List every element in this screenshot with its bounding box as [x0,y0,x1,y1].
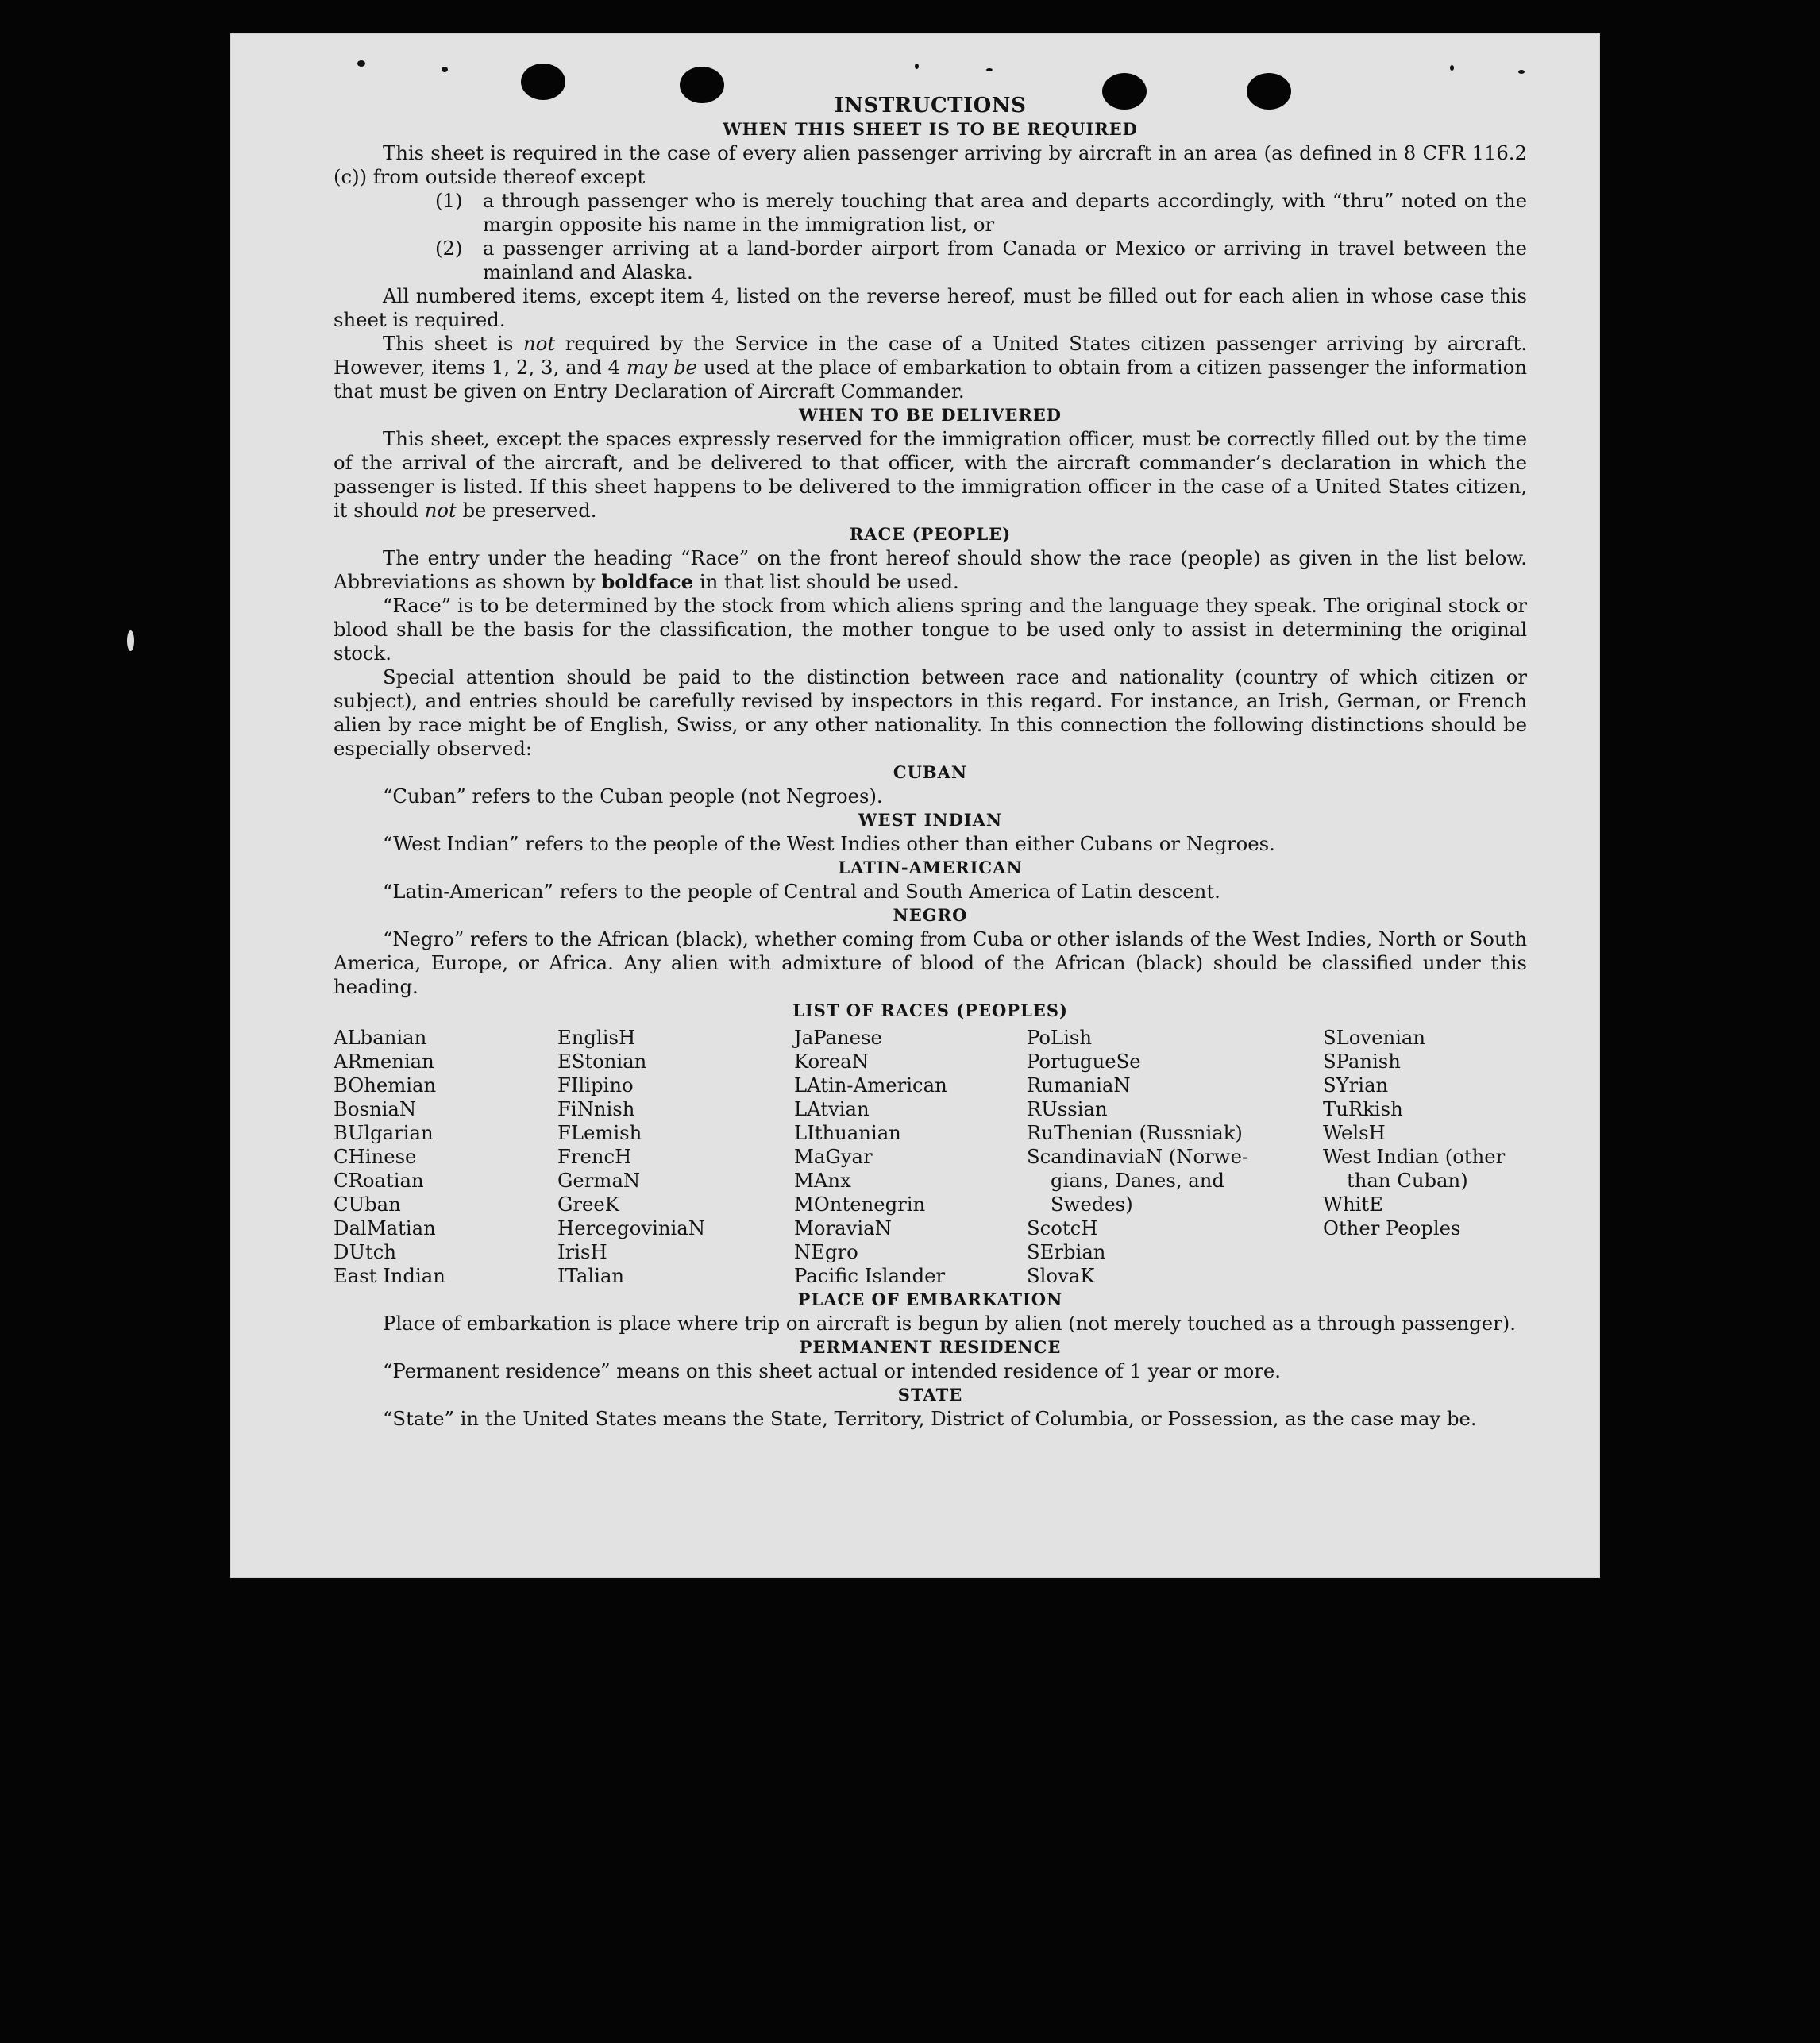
section-heading-race: RACE (PEOPLE) [849,524,1012,544]
document-page [230,33,1600,1578]
race-entry: SYrian [1323,1074,1389,1097]
race-entry: LAtvian [794,1097,870,1120]
race-entry: WelsH [1323,1121,1386,1144]
speck-mark [442,67,448,72]
definition-west-indian: “West Indian” refers to the people of the West Indies other than either Cubans or Negroes. [383,832,1275,855]
speck-mark [915,64,919,69]
section-heading-state: STATE [897,1385,963,1405]
race-entry: FiNnish [557,1097,635,1120]
race-list [334,1026,1527,1288]
race-entry: LAtin-American [794,1074,947,1097]
item-number: (1) [435,189,463,212]
race-entry: NEgro [794,1240,858,1263]
item-number: (2) [435,237,463,260]
race-entry-continued: Swedes) [1051,1193,1133,1216]
race-entry: SlovaK [1027,1264,1095,1287]
race-entry: SErbian [1027,1240,1106,1263]
race-entry: RUssian [1027,1097,1108,1120]
race-entry: FLemish [557,1121,642,1144]
race-entry: TuRkish [1323,1097,1403,1120]
race-entry: ScotcH [1027,1216,1098,1239]
race-entry: JaPanese [794,1026,882,1049]
race-entry: RuThenian (Russniak) [1027,1121,1243,1144]
race-entry: GermaN [557,1169,641,1192]
section-heading-when-delivered: WHEN TO BE DELIVERED [798,405,1062,425]
race-entry: ScandinaviaN (Norwe- [1027,1145,1249,1168]
race-list-column-3 [794,1026,947,1288]
race-entry: West Indian (other [1323,1145,1506,1168]
exception-item [435,189,1527,237]
section-heading-when-required: WHEN THIS SHEET IS TO BE REQUIRED [723,119,1138,139]
race-entry: MoraviaN [794,1216,892,1239]
race-entry-continued: than Cuban) [1347,1169,1468,1192]
section-heading-residence: PERMANENT RESIDENCE [799,1337,1062,1357]
race-list-column-1 [334,1026,445,1288]
paragraph-race-nationality: Special attention should be paid to the distinction between race and nationality (country of which citizen or subject), and entries should be carefully revised by inspectors in this regard. For instance, an Irish, German, or French alien by race might be of English, Swiss, or any other nationality. In this connection the following distinctions should be especially observed: [334,665,1527,760]
paragraph-race-stock: “Race” is to be determined by the stock from which aliens spring and the language they speak. The original stock or blood shall be the basis for the classification, the mother tongue to be used only to assist in determining the original stock. [334,594,1527,665]
speck-mark [1518,70,1525,74]
race-entry: MOntenegrin [794,1193,926,1216]
speck-mark [1450,65,1454,71]
race-entry: ARmenian [334,1050,434,1073]
race-entry: East Indian [334,1264,445,1287]
race-entry: DUtch [334,1240,396,1263]
race-entry: EnglisH [557,1026,636,1049]
race-entry: ITalian [557,1264,625,1287]
section-heading-negro: NEGRO [893,905,968,925]
race-entry: MaGyar [794,1145,873,1168]
race-entry: HercegoviniaN [557,1216,706,1239]
section-heading-cuban: CUBAN [893,762,968,782]
race-entry: CUban [334,1193,401,1216]
race-entry: GreeK [557,1193,619,1216]
speck-mark [986,68,993,71]
race-entry: Other Peoples [1323,1216,1461,1239]
race-entry: DalMatian [334,1216,436,1239]
definition-state: “State” in the United States means the State, Territory, District of Columbia, or Possession, as the case may be. [383,1407,1477,1430]
margin-speck [127,630,134,651]
race-entry: FIlipino [557,1074,634,1097]
instructions-body [334,94,1527,1431]
exception-item [435,237,1527,284]
section-heading-latin-american: LATIN-AMERICAN [838,858,1023,877]
race-entry: BosniaN [334,1097,417,1120]
definition-latin-american: “Latin-American” refers to the people of Central and South America of Latin descent. [383,880,1220,903]
race-list-column-2 [557,1026,705,1288]
definition-residence: “Permanent residence” means on this sheet actual or intended residence of 1 year or more. [383,1359,1281,1382]
race-entry: PortugueSe [1027,1050,1141,1073]
item-text: a passenger arriving at a land-border airport from Canada or Mexico or arriving in travel between the mainland and Alaska. [483,237,1527,283]
race-entry: Pacific Islander [794,1264,946,1287]
race-entry: MAnx [794,1169,851,1192]
paragraph-numbered-items: All numbered items, except item 4, listed on the reverse hereof, must be filled out for each alien in whose case this sheet is required. [334,284,1527,331]
paragraph-required: This sheet is required in the case of every alien passenger arriving by aircraft in an area (as defined in 8 CFR 116.2 (c)) from outside thereof except [334,141,1527,188]
race-entry: CHinese [334,1145,417,1168]
definition-embarkation: Place of embarkation is place where trip on aircraft is begun by alien (not merely touched as a through passenger). [383,1312,1516,1335]
section-heading-embarkation: PLACE OF EMBARKATION [797,1289,1063,1309]
race-entry: RumaniaN [1027,1074,1131,1097]
race-entry: BUlgarian [334,1121,434,1144]
paragraph-delivered: This sheet, except the spaces expressly reserved for the immigration officer, must be correctly filled out by the time of the arrival of the aircraft, and be delivered to that officer, with the aircraft commander’s declaration in which the passenger is listed. If this sheet happens to be delivered to the immigration officer in the case of a United States citizen, it should not be preserved. [334,427,1527,522]
race-entry: EStonian [557,1050,647,1073]
paragraph-race-entry: The entry under the heading “Race” on the front hereof should show the race (people) as given in the list below. Abbreviations as shown by boldface in that list should be used. [334,546,1527,593]
race-entry: SLovenian [1323,1026,1426,1049]
race-entry: ALbanian [334,1026,427,1049]
race-entry: LIthuanian [794,1121,901,1144]
speck-mark [357,60,365,67]
definition-cuban: “Cuban” refers to the Cuban people (not Negroes). [383,784,883,808]
page-title: INSTRUCTIONS [834,94,1027,118]
race-list-column-5 [1323,1026,1505,1240]
race-entry: FrencH [557,1145,632,1168]
race-entry: BOhemian [334,1074,437,1097]
race-entry: WhitE [1323,1193,1383,1216]
item-text: a through passenger who is merely touching that area and departs accordingly, with “thru” noted on the margin opposite his name in the immigration list, or [483,189,1527,236]
race-entry: CRoatian [334,1169,424,1192]
definition-negro: “Negro” refers to the African (black), whether coming from Cuba or other islands of the West Indies, North or South America, Europe, or Africa. Any alien with admixture of blood of the African (black) should be classified under this heading. [334,927,1527,998]
race-list-column-4 [1027,1026,1248,1288]
race-entry: IrisH [557,1240,607,1263]
section-heading-list-of-races: LIST OF RACES (PEOPLES) [792,1000,1068,1020]
race-entry: PoLish [1027,1026,1093,1049]
section-heading-west-indian: WEST INDIAN [858,810,1003,830]
race-entry: SPanish [1323,1050,1401,1073]
race-entry-continued: gians, Danes, and [1051,1169,1224,1192]
paragraph-citizen: This sheet is not required by the Service in the case of a United States citizen passenger arriving by aircraft. However, items 1, 2, 3, and 4 may be used at the place of embarkation to obtain from a citizen passenger the information that must be given on Entry Declaration of Aircraft Commander. [334,332,1527,403]
race-entry: KoreaN [794,1050,869,1073]
